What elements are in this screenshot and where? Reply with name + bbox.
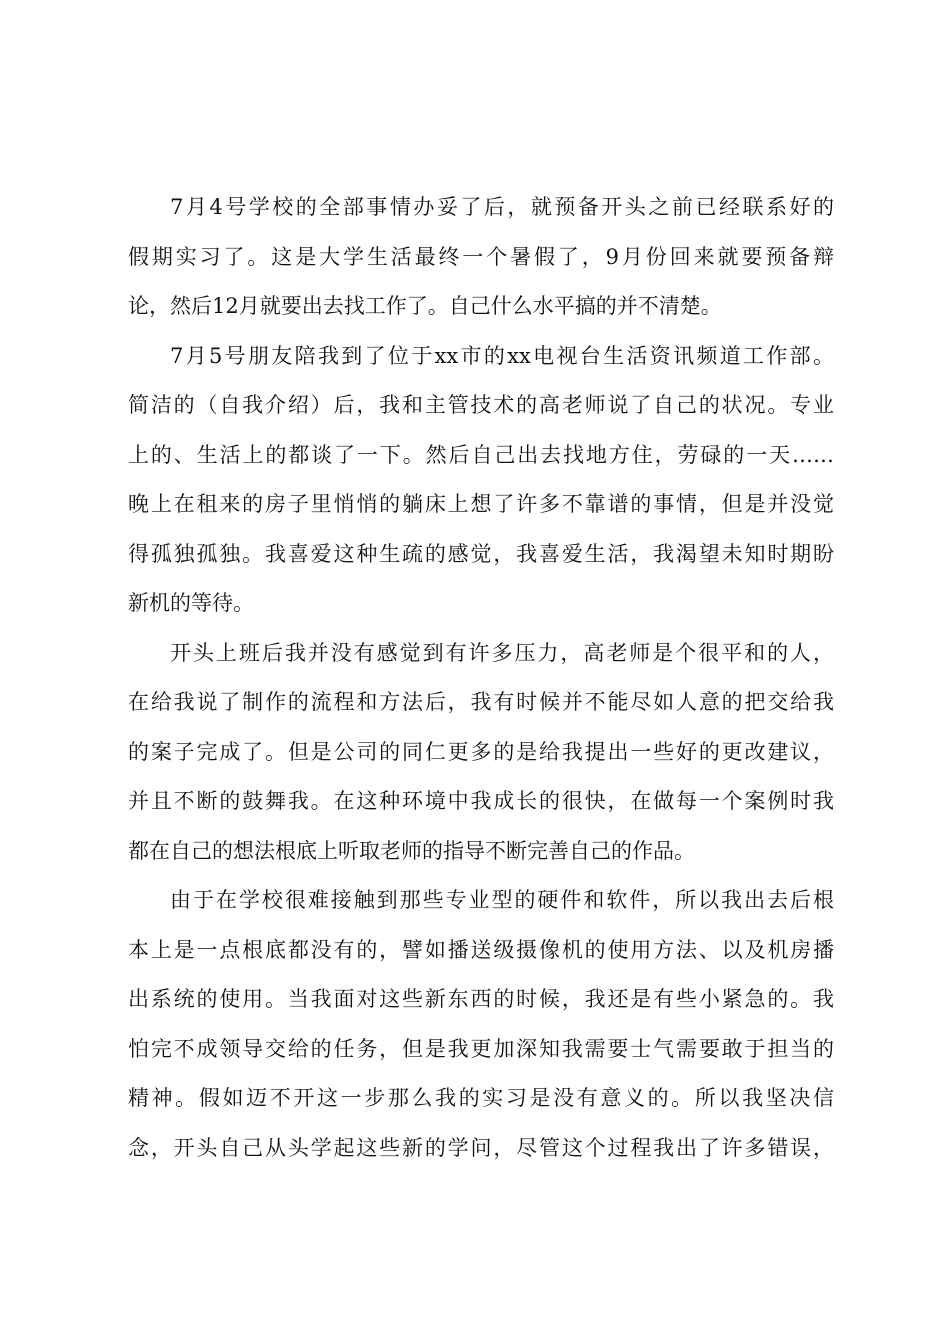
text-line: 得孤独孤独。我喜爱这种生疏的感觉，我喜爱生活，我渴望未知时期盼 — [128, 541, 834, 566]
text-line: 精神。假如迈不开这一步那么我的实习是没有意义的。所以我坚决信 — [128, 1086, 834, 1110]
text-line: 7月4号学校的全部事情办妥了后，就预备开头之前已经联系好的 — [170, 195, 834, 219]
text-line: 新机的等待。 — [128, 591, 254, 615]
text-line: 怕完不成领导交给的任务，但是我更加深知我需要士气需要敢于担当的 — [128, 1036, 834, 1061]
text-line: 7月5号朋友陪我到了位于xx市的xx电视台生活资讯频道工作部。 — [170, 343, 834, 368]
text-line: 出系统的使用。当我面对这些新东西的时候，我还是有些小紧急的。我 — [128, 987, 834, 1011]
text-line: 简洁的（自我介绍）后，我和主管技术的高老师说了自己的状况。专业 — [128, 393, 834, 417]
text-line: 在给我说了制作的流程和方法后，我有时候并不能尽如人意的把交给我 — [128, 690, 834, 714]
text-line: 并且不断的鼓舞我。在这种环境中我成长的很快，在做每一个案例时我 — [128, 789, 834, 813]
paragraph-3 — [128, 629, 834, 877]
text-line: 论，然后12月就要出去找工作了。自己什么水平搞的并不清楚。 — [128, 294, 722, 318]
text-line: 晚上在租来的房子里悄悄的躺床上想了许多不靠谱的事情，但是并没觉 — [128, 492, 834, 516]
text-line: 开头上班后我并没有感觉到有许多压力，高老师是个很平和的人， — [170, 640, 834, 665]
paragraph-1 — [128, 183, 834, 332]
text-line: 假期实习了。这是大学生活最终一个暑假了，9月份回来就要预备辩 — [128, 244, 834, 269]
text-line: 都在自己的想法根底上听取老师的指导不断完善自己的作品。 — [128, 838, 695, 863]
text-line: 的案子完成了。但是公司的同仁更多的是给我提出一些好的更改建议， — [128, 739, 834, 764]
text-line: 由于在学校很难接触到那些专业型的硬件和软件，所以我出去后根 — [170, 888, 834, 912]
text-line: 上的、生活上的都谈了一下。然后自己出去找地方住，劳碌的一天…… — [128, 442, 834, 467]
paragraph-4 — [128, 876, 834, 1173]
text-line: 本上是一点根底都没有的，譬如播送级摄像机的使用方法、以及机房播 — [128, 937, 834, 962]
paragraph-2 — [128, 332, 834, 629]
text-line: 念，开头自己从头学起这些新的学问，尽管这个过程我出了许多错误， — [128, 1135, 834, 1160]
document-body — [128, 183, 834, 1173]
